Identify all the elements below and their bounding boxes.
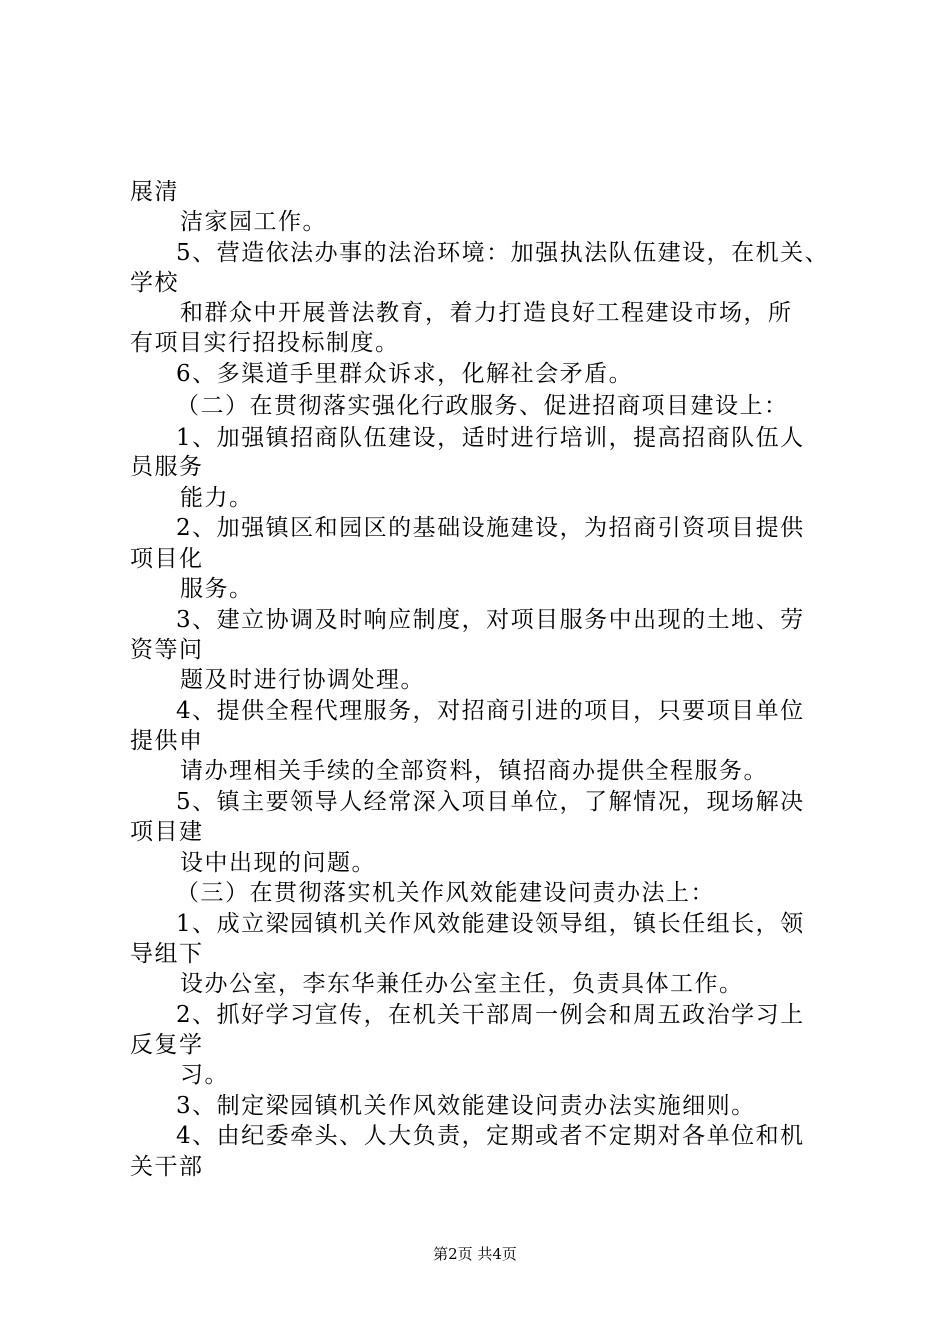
text-line: 提供申 [130, 728, 204, 754]
section-heading: （三）在贯彻落实机关作风效能建设问责办法上： [176, 880, 715, 906]
text-line: 1、加强镇招商队伍建设，适时进行培训，提高招商队伍人 [176, 425, 805, 451]
text-line: 关干部 [130, 1154, 204, 1180]
text-line: 员服务 [130, 454, 204, 480]
text-line: 设中出现的问题。 [180, 850, 376, 876]
text-line: 2、加强镇区和园区的基础设施建设，为招商引资项目提供 [176, 515, 805, 541]
text-line: 项目建 [130, 819, 204, 845]
text-line: 项目化 [130, 546, 204, 572]
text-line: 3、制定梁园镇机关作风效能建设问责办法实施细则。 [176, 1093, 756, 1119]
text-line: 6、多渠道手里群众诉求，化解社会矛盾。 [176, 361, 634, 387]
text-line: 请办理相关手续的全部资料，镇招商办提供全程服务。 [180, 758, 768, 784]
text-line: 洁家园工作。 [180, 209, 327, 235]
text-line: 1、成立梁园镇机关作风效能建设领导组，镇长任组长，领 [176, 911, 805, 937]
page-footer: 第2页 共4页 [433, 1245, 517, 1263]
text-line: 2、抓好学习宣传，在机关干部周一例会和周五政治学习上 [176, 1002, 805, 1028]
text-line: 有项目实行招投标制度。 [130, 330, 400, 356]
text-line: 学校 [130, 270, 179, 296]
text-line: 5、镇主要领导人经常深入项目单位，了解情况，现场解决 [176, 789, 805, 815]
text-line: 4、由纪委牵头、人大负责，定期或者不定期对各单位和机 [176, 1123, 805, 1149]
text-line: 资等问 [130, 637, 204, 663]
section-heading: （二）在贯彻落实强化行政服务、促进招商项目建设上： [176, 393, 789, 419]
text-line: 设办公室，李东华兼任办公室主任，负责具体工作。 [180, 971, 744, 997]
text-line: 展清 [130, 179, 179, 205]
text-line: 和群众中开展普法教育，着力打造良好工程建设市场，所 [180, 300, 793, 326]
text-line: 反复学 [130, 1032, 204, 1058]
text-line: 题及时进行协调处理。 [180, 667, 425, 693]
text-line: 服务。 [180, 576, 254, 602]
text-line: 能力。 [180, 485, 254, 511]
text-line: 习。 [180, 1062, 229, 1088]
text-line: 导组下 [130, 941, 204, 967]
text-line: 5、营造依法办事的法治环境：加强执法队伍建设，在机关、 [176, 240, 830, 266]
text-line: 3、建立协调及时响应制度，对项目服务中出现的土地、劳 [176, 607, 805, 633]
text-line: 4、提供全程代理服务，对招商引进的项目，只要项目单位 [176, 698, 805, 724]
